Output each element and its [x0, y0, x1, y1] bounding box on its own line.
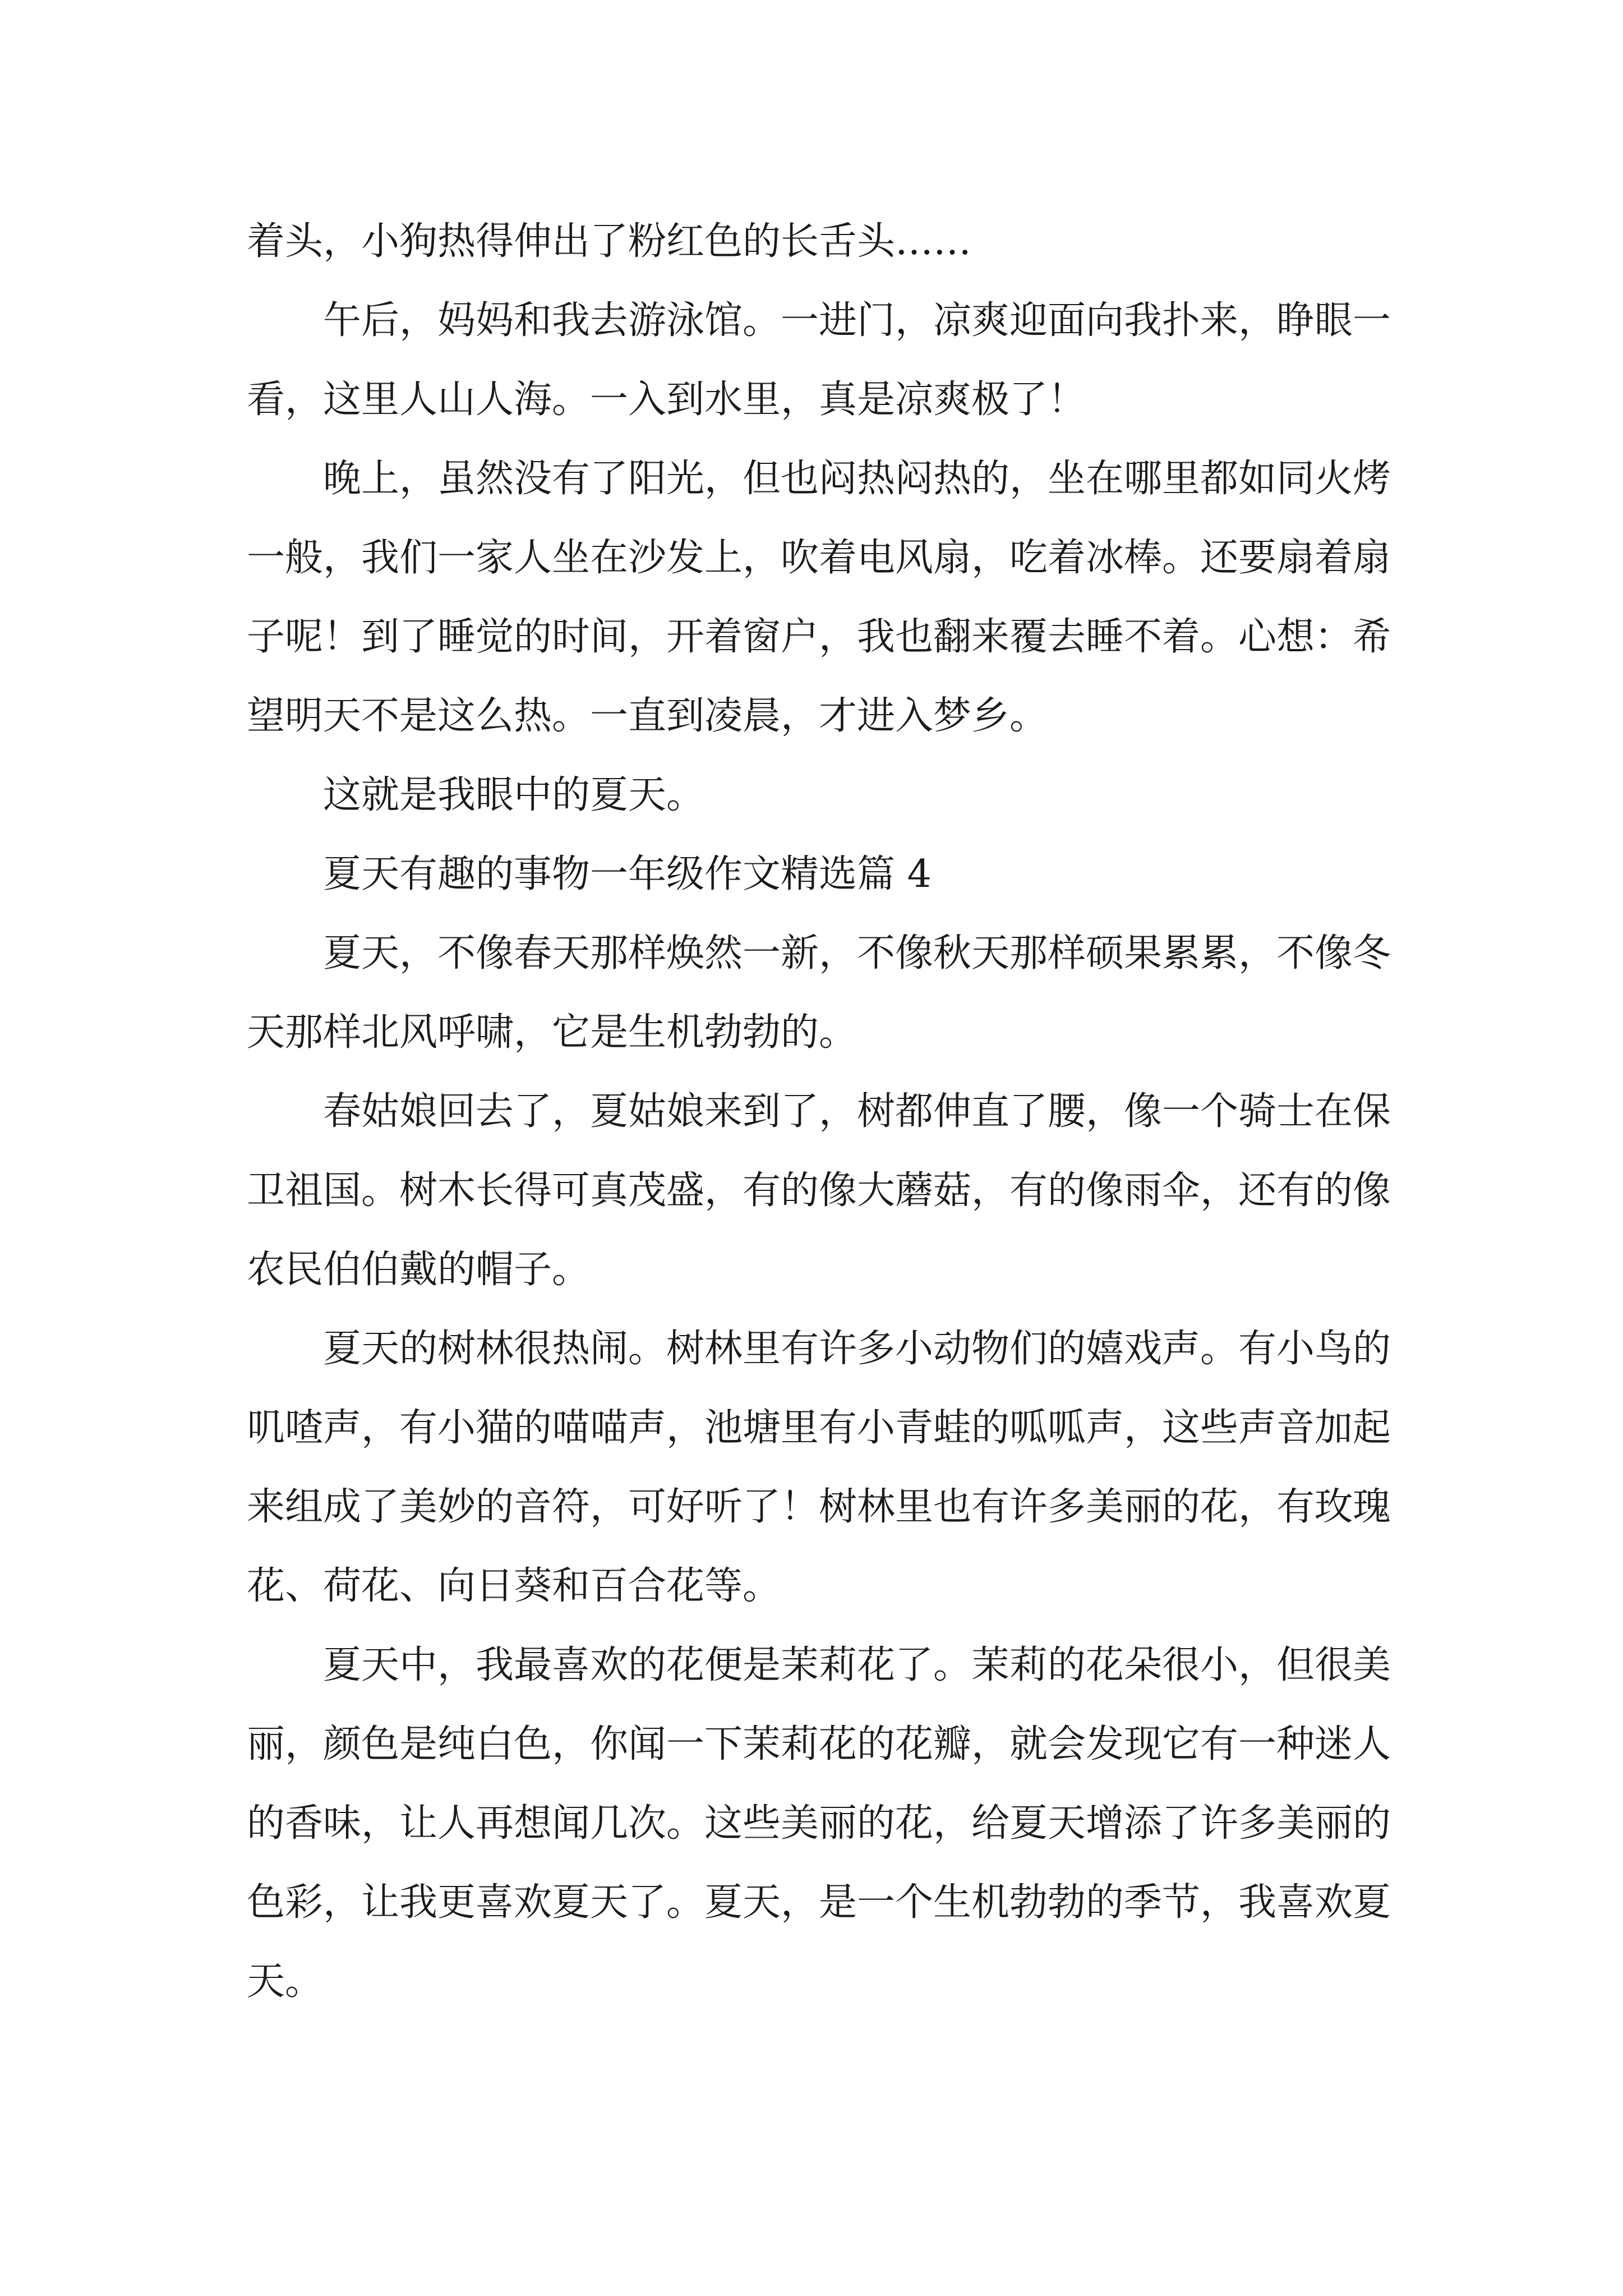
paragraph-summary: 这就是我眼中的夏天。: [323, 773, 705, 817]
paragraph-continuation: 着头，小狗热得伸出了粉红色的长舌头……: [247, 219, 972, 264]
paragraph-jasmine: 夏天中，我最喜欢的花便是茉莉花了。茉莉的花朵很小，但很美丽，颜色是纯白色，你闻一下茉莉花的花瓣，就会发现它有一种迷人的香味，让人再想闻几次。这些美丽的花，给夏天增添了许多美丽的色彩，让我更喜欢夏天了。夏天，是一个生机勃勃的季节，我喜欢夏天。: [247, 1643, 1391, 2004]
paragraph-trees: 春姑娘回去了，夏姑娘来到了，树都伸直了腰，像一个骑士在保卫祖国。树木长得可真茂盛，有的像大蘑菇，有的像雨伞，还有的像农民伯伯戴的帽子。: [247, 1089, 1391, 1292]
paragraph-forest: 夏天的树林很热闹。树林里有许多小动物们的嬉戏声。有小鸟的叽喳声，有小猫的喵喵声，池塘里有小青蛙的呱呱声，这些声音加起来组成了美妙的音符，可好听了！树林里也有许多美丽的花，有玫瑰花、荷花、向日葵和百合花等。: [247, 1327, 1391, 1608]
paragraph-evening: 晚上，虽然没有了阳光，但也闷热闷热的，坐在哪里都如同火烤一般，我们一家人坐在沙发上，吹着电风扇，吃着冰棒。还要扇着扇子呢！到了睡觉的时间，开着窗户，我也翻来覆去睡不着。心想：希望明天不是这么热。一直到凌晨，才进入梦乡。: [247, 457, 1391, 738]
paragraph-swimming: 午后，妈妈和我去游泳馆。一进门，凉爽迎面向我扑来，睁眼一看，这里人山人海。一入到水里，真是凉爽极了！: [247, 298, 1391, 422]
paragraph-summer-intro: 夏天，不像春天那样焕然一新，不像秋天那样硕果累累，不像冬天那样北风呼啸，它是生机勃勃的。: [247, 931, 1391, 1055]
section-heading: 夏天有趣的事物一年级作文精选篇 4: [323, 852, 932, 896]
document-body: [247, 202, 1391, 2021]
